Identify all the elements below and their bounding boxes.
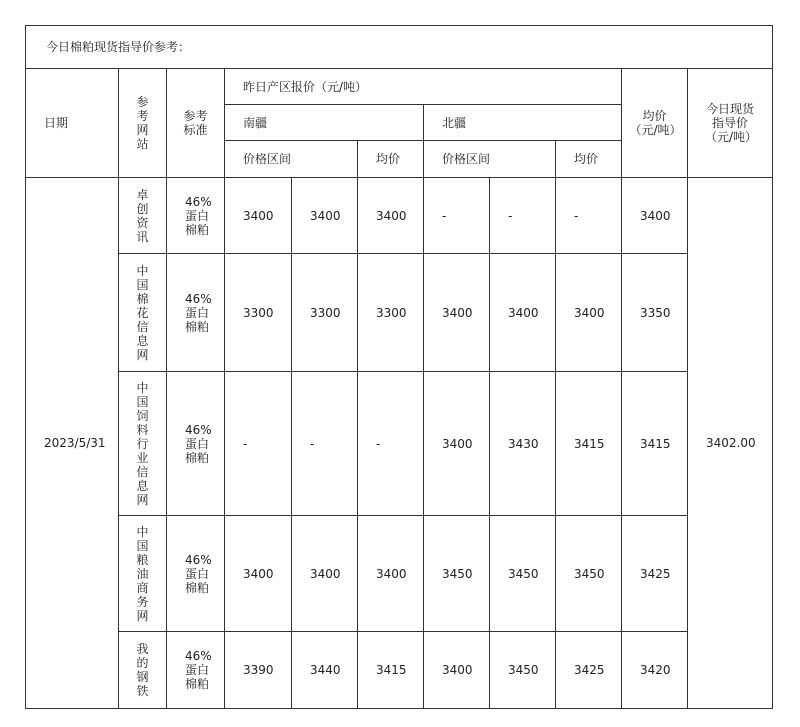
south-low-cell: 3400 (225, 178, 292, 254)
north-high-cell: - (490, 178, 556, 254)
site-cell: 中国饲料行业信息网 (119, 372, 167, 516)
header-yesterday-quote: 昨日产区报价（元/吨） (225, 69, 622, 105)
north-avg-cell: - (556, 178, 622, 254)
guide-value-cell: 3402.00 (688, 178, 773, 709)
south-avg-cell: 3300 (358, 254, 424, 372)
table-row (26, 516, 773, 632)
north-low-cell: 3400 (424, 254, 490, 372)
header-north-range: 价格区间 (424, 141, 556, 178)
price-table-container (25, 25, 772, 715)
table-row (26, 632, 773, 709)
header-guide-price: 今日现货指导价（元/吨） (688, 69, 773, 178)
table-row (26, 178, 773, 254)
north-low-cell: 3450 (424, 516, 490, 632)
north-low-cell: 3400 (424, 372, 490, 516)
title-row (26, 26, 773, 69)
header-avg-price: 均价（元/吨） (622, 69, 688, 178)
standard-cell: 46%蛋白棉粕 (167, 516, 225, 632)
header-south-range: 价格区间 (225, 141, 358, 178)
avg-cell: 3400 (622, 178, 688, 254)
south-high-cell: 3400 (292, 516, 358, 632)
header-north: 北疆 (424, 105, 622, 141)
header-north-avg: 均价 (556, 141, 622, 178)
south-high-cell: 3300 (292, 254, 358, 372)
avg-cell: 3350 (622, 254, 688, 372)
south-low-cell: 3400 (225, 516, 292, 632)
south-avg-cell: - (358, 372, 424, 516)
south-high-cell: - (292, 372, 358, 516)
north-avg-cell: 3415 (556, 372, 622, 516)
table-row (26, 372, 773, 516)
south-avg-cell: 3400 (358, 178, 424, 254)
north-low-cell: - (424, 178, 490, 254)
avg-cell: 3425 (622, 516, 688, 632)
price-table (25, 25, 773, 709)
north-high-cell: 3430 (490, 372, 556, 516)
north-avg-cell: 3425 (556, 632, 622, 709)
header-date: 日期 (26, 69, 119, 178)
standard-cell: 46%蛋白棉粕 (167, 632, 225, 709)
south-high-cell: 3400 (292, 178, 358, 254)
north-avg-cell: 3450 (556, 516, 622, 632)
header-row-1 (26, 69, 773, 105)
north-low-cell: 3400 (424, 632, 490, 709)
north-high-cell: 3400 (490, 254, 556, 372)
header-site: 参考网站 (119, 69, 167, 178)
avg-cell: 3420 (622, 632, 688, 709)
site-cell: 我的钢铁 (119, 632, 167, 709)
north-high-cell: 3450 (490, 516, 556, 632)
standard-cell: 46%蛋白棉粕 (167, 254, 225, 372)
table-row (26, 254, 773, 372)
north-avg-cell: 3400 (556, 254, 622, 372)
south-avg-cell: 3400 (358, 516, 424, 632)
date-cell: 2023/5/31 (26, 178, 119, 709)
south-avg-cell: 3415 (358, 632, 424, 709)
north-high-cell: 3450 (490, 632, 556, 709)
site-cell: 卓创资讯 (119, 178, 167, 254)
header-south-avg: 均价 (358, 141, 424, 178)
site-cell: 中国粮油商务网 (119, 516, 167, 632)
header-south: 南疆 (225, 105, 424, 141)
header-standard: 参考标准 (167, 69, 225, 178)
site-cell: 中国棉花信息网 (119, 254, 167, 372)
standard-cell: 46%蛋白棉粕 (167, 178, 225, 254)
south-low-cell: 3300 (225, 254, 292, 372)
south-low-cell: 3390 (225, 632, 292, 709)
table-title: 今日棉粕现货指导价参考： (26, 26, 773, 69)
avg-cell: 3415 (622, 372, 688, 516)
standard-cell: 46%蛋白棉粕 (167, 372, 225, 516)
south-low-cell: - (225, 372, 292, 516)
south-high-cell: 3440 (292, 632, 358, 709)
